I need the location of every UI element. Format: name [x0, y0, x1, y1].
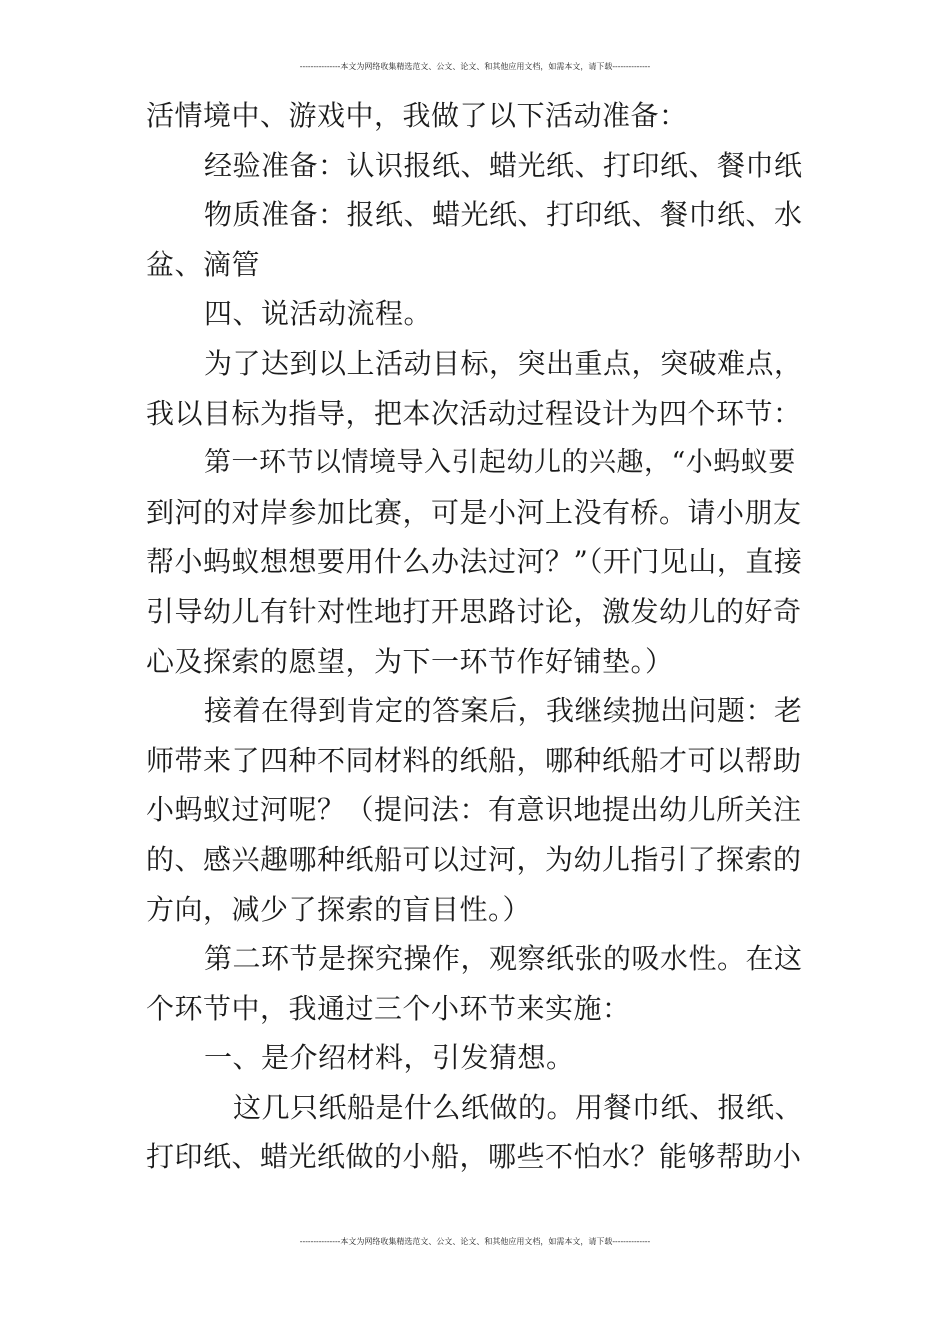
body-line: 盆、滴管 [146, 247, 261, 281]
section-heading: 四、说活动流程。 [204, 297, 433, 331]
body-line: 心及探索的愿望，为下一环节作好铺垫。） [146, 644, 674, 678]
document-body [146, 91, 806, 1182]
body-line: 经验准备：认识报纸、蜡光纸、打印纸、餐巾纸 [204, 148, 803, 182]
body-line: 引导幼儿有针对性地打开思路讨论，激发幼儿的好奇 [146, 594, 802, 628]
body-line: 第二环节是探究操作，观察纸张的吸水性。在这 [204, 942, 803, 976]
footer-banner: ---------------本文为网络收集精选范文、公文、论文、和其他应用文档，如需本文，请下载-------------- [299, 1237, 651, 1246]
body-line: 我以目标为指导，把本次活动过程设计为四个环节： [146, 396, 802, 430]
body-line: 活情境中、游戏中，我做了以下活动准备： [146, 99, 688, 132]
body-line: 帮小蚂蚁想想要用什么办法过河？”（开门见山，直接 [146, 545, 803, 579]
body-line: 个环节中，我通过三个小环节来实施： [146, 991, 631, 1025]
body-line: 方向，减少了探索的盲目性。） [146, 892, 532, 926]
sub-heading: 一、是介绍材料，引发猜想。 [204, 1041, 575, 1075]
body-line: 为了达到以上活动目标，突出重点，突破难点， [204, 346, 803, 380]
body-line: 这几只纸船是什么纸做的。用餐巾纸、报纸、 [233, 1090, 804, 1124]
body-line: 打印纸、蜡光纸做的小船，哪些不怕水？能够帮助小 [146, 1140, 802, 1174]
body-line: 到河的对岸参加比赛，可是小河上没有桥。请小朋友 [146, 495, 802, 529]
body-line: 的、感兴趣哪种纸船可以过河，为幼儿指引了探索的 [146, 842, 802, 876]
body-line: 物质准备：报纸、蜡光纸、打印纸、餐巾纸、水 [204, 198, 803, 232]
header-banner: ---------------本文为网络收集精选范文、公文、论文、和其他应用文档，如需本文，请下载-------------- [299, 62, 651, 71]
body-line: 小蚂蚁过河呢？（提问法：有意识地提出幼儿所关注 [146, 793, 802, 827]
body-line: 第一环节以情境导入引起幼儿的兴趣，“小蚂蚁要 [204, 447, 796, 479]
body-line: 接着在得到肯定的答案后，我继续抛出问题：老 [204, 694, 803, 728]
body-line: 师带来了四种不同材料的纸船，哪种纸船才可以帮助 [146, 743, 802, 777]
